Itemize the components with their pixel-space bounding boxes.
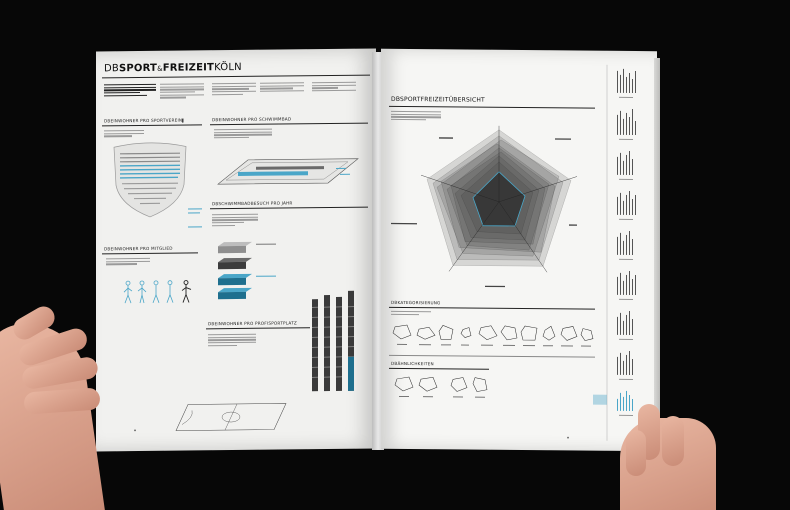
section-title-profisportplatz: DBEINWOHNER PRO PROFISPORTPLATZ xyxy=(208,320,297,327)
athlete-figures xyxy=(122,278,202,309)
overview-note xyxy=(391,111,441,122)
right-page-title: DBSPORTFREIZEITÜBERSICHT xyxy=(391,95,485,104)
section-title-kategorisierung: DBKATEGORISIERUNG xyxy=(391,299,441,306)
page-edge-stack xyxy=(654,58,660,450)
profisportplatz-note xyxy=(208,334,256,348)
intro-text-block xyxy=(104,84,156,98)
radar-axis-labels xyxy=(431,129,591,290)
section-rule-schwimmbadbesuch xyxy=(210,207,368,210)
schwimmbadbesuch-note xyxy=(212,214,258,228)
section-title-mitglied: DBEINWOHNER PRO MITGLIED xyxy=(104,245,173,252)
source-text-c xyxy=(260,82,304,93)
mitglied-note xyxy=(106,258,150,267)
source-text-b xyxy=(212,83,256,97)
sports-field-outline xyxy=(170,399,290,434)
category-bottom-rule xyxy=(389,355,595,358)
kategorisierung-note xyxy=(391,311,431,317)
header-rule xyxy=(102,75,370,79)
category-shape-row xyxy=(391,321,597,353)
section-rule-mitglied xyxy=(102,252,198,254)
visits-stacked-bars xyxy=(216,239,296,302)
section-rule-aehnlichkeiten xyxy=(389,368,489,370)
source-text-d xyxy=(312,82,356,93)
sportverein-side-labels xyxy=(180,108,210,228)
left-page-title: DBSPORT&FREIZEITKÖLN xyxy=(104,61,242,75)
stadium-seat-columns xyxy=(306,287,366,398)
index-bar-charts xyxy=(613,65,653,445)
right-hand-thumb xyxy=(626,430,646,476)
schwimmbad-note xyxy=(214,129,272,140)
section-title-schwimmbadbesuch: DBSCHWIMMBADBESUCH PRO JAHR xyxy=(212,200,293,207)
swimming-pool-graphic xyxy=(208,153,368,191)
section-rule-schwimmbad xyxy=(210,123,368,126)
section-title-sportverein: DBEINWOHNER PRO SPORTVEREIN xyxy=(104,117,183,124)
right-header-rule xyxy=(389,106,595,109)
left-page-footer: ▪ xyxy=(134,428,137,433)
right-magazine-page xyxy=(381,49,657,451)
similarity-shape-row xyxy=(391,373,501,404)
section-rule-kategorisierung xyxy=(389,307,595,310)
sportverein-note xyxy=(104,130,144,138)
left-magazine-page xyxy=(96,49,376,452)
source-text-a xyxy=(160,83,204,100)
section-title-schwimmbad: DBEINWOHNER PRO SCHWIMMBAD xyxy=(212,116,292,123)
right-page-footer: ▪ xyxy=(567,435,570,440)
section-title-aehnlichkeiten: DBÄHNLICHKEITEN xyxy=(391,360,434,367)
section-rule-profisportplatz xyxy=(206,327,310,329)
sportverein-shield-graphic xyxy=(110,140,190,219)
right-hand-finger-2 xyxy=(662,416,684,466)
